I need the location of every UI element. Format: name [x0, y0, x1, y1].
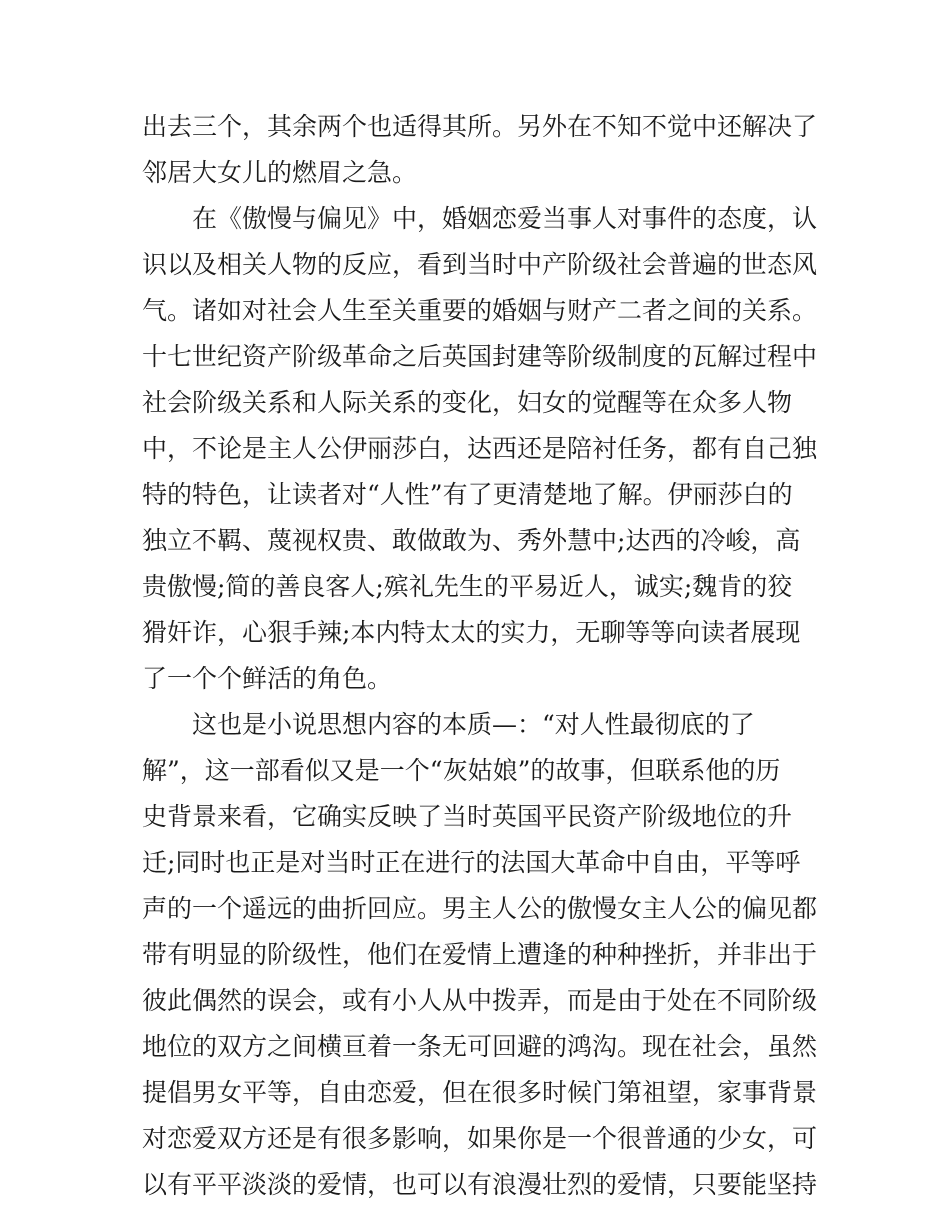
- text-line: 迁;同时也正是对当时正在进行的法国大革命中自由，平等呼: [142, 848, 801, 877]
- text-line: 声的一个遥远的曲折回应。男主人公的傲慢女主人公的偏见都: [142, 894, 818, 923]
- text-line: 猾奸诈，心狠手辣;本内特太太的实力，无聊等等向读者展现: [142, 618, 801, 647]
- text-line: 对恋爱双方还是有很多影响，如果你是一个很普通的少女，可: [142, 1124, 818, 1153]
- body-text: [142, 104, 822, 1208]
- text-line: 邻居大女儿的燃眉之急。: [142, 158, 418, 187]
- text-line: 社会阶级关系和人际关系的变化，妇女的觉醒等在众多人物: [142, 388, 793, 417]
- text-line: 中，不论是主人公伊丽莎白，达西还是陪衬任务，都有自己独: [142, 434, 818, 463]
- text-line: 出去三个，其余两个也适得其所。另外在不知不觉中还解决了: [142, 112, 818, 141]
- text-line: 彼此偶然的误会，或有小人从中拨弄，而是由于处在不同阶级: [142, 986, 818, 1015]
- paragraph-start-line: 在《傲慢与偏见》中，婚姻恋爱当事人对事件的态度，认: [192, 204, 818, 233]
- text-line: 独立不羁、蔑视权贵、敢做敢为、秀外慧中;达西的冷峻，高: [142, 526, 801, 555]
- text-line: 带有明显的阶级性，他们在爱情上遭逢的种种挫折，并非出于: [142, 940, 818, 969]
- text-line: 识以及相关人物的反应，看到当时中产阶级社会普遍的世态风: [142, 250, 818, 279]
- text-line: 提倡男女平等，自由恋爱，但在很多时候门第祖望，家事背景: [142, 1078, 818, 1107]
- text-line: 地位的双方之间横亘着一条无可回避的鸿沟。现在社会，虽然: [142, 1032, 818, 1061]
- paragraph-start-line: 这也是小说思想内容的本质—：“对人性最彻底的了: [192, 710, 755, 739]
- text-line: 史背景来看，它确实反映了当时英国平民资产阶级地位的升: [142, 802, 793, 831]
- text-line: 特的特色，让读者对“人性”有了更清楚地了解。伊丽莎白的: [142, 480, 793, 509]
- text-line: 贵傲慢;简的善良客人;殡礼先生的平易近人，诚实;魏肯的狡: [142, 572, 793, 601]
- text-line: 十七世纪资产阶级革命之后英国封建等阶级制度的瓦解过程中: [142, 342, 818, 371]
- text-line: 了一个个鲜活的角色。: [142, 664, 393, 693]
- text-line: 以有平平淡淡的爱情，也可以有浪漫壮烈的爱情，只要能坚持: [142, 1170, 818, 1199]
- text-line: 解”，这一部看似又是一个“灰姑娘”的故事，但联系他的历: [142, 756, 781, 785]
- text-line: 气。诸如对社会人生至关重要的婚姻与财产二者之间的关系。: [142, 296, 818, 325]
